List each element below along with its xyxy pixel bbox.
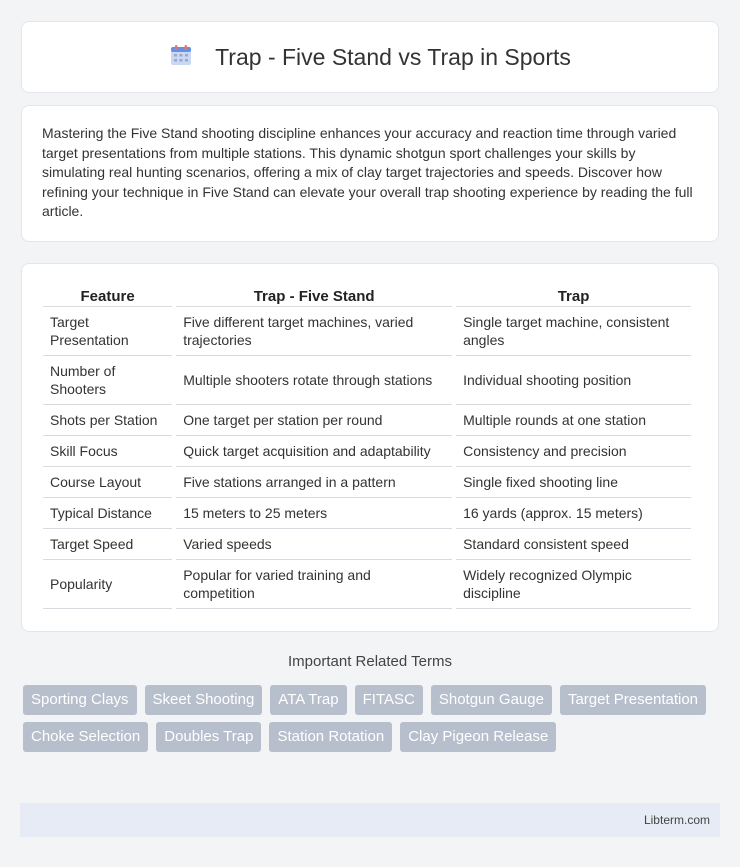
tag-clay-pigeon-release[interactable]: Clay Pigeon Release [400, 722, 556, 752]
tag-fitasc[interactable]: FITASC [355, 685, 423, 715]
table-cell-five-stand: Multiple shooters rotate through stations [176, 356, 452, 405]
table-row [43, 307, 691, 356]
comparison-card [21, 263, 719, 632]
table-cell-trap: Single fixed shooting line [456, 467, 691, 498]
table-row [43, 405, 691, 436]
tag-doubles-trap[interactable]: Doubles Trap [156, 722, 261, 752]
table-cell-five-stand: Quick target acquisition and adaptability [176, 436, 452, 467]
table-cell-five-stand: Popular for varied training and competition [176, 560, 452, 609]
related-terms-list [23, 685, 723, 752]
calendar-icon [169, 43, 193, 72]
table-cell-five-stand: Five stations arranged in a pattern [176, 467, 452, 498]
table-cell-feature: Typical Distance [43, 498, 172, 529]
table-cell-feature: Target Speed [43, 529, 172, 560]
tag-target-presentation[interactable]: Target Presentation [560, 685, 706, 715]
table-cell-trap: Single target machine, consistent angles [456, 307, 691, 356]
comparison-table [39, 284, 695, 609]
header-five-stand: Trap - Five Stand [176, 284, 452, 307]
header-card [21, 21, 719, 93]
table-cell-trap: Standard consistent speed [456, 529, 691, 560]
table-row [43, 436, 691, 467]
table-cell-trap: Widely recognized Olympic discipline [456, 560, 691, 609]
intro-paragraph: Mastering the Five Stand shooting discipline enhances your accuracy and reaction time through varied target presentations from multiple stations. This dynamic shotgun sport challenges your skills by simulating real hunting scenarios, offering a mix of clay target trajectories and speeds. Discover how refining your technique in Five Stand can elevate your overall trap shooting experience by reading the full article. [42, 125, 693, 220]
page-title: Trap - Five Stand vs Trap in Sports [215, 43, 571, 70]
table-row [43, 467, 691, 498]
tag-station-rotation[interactable]: Station Rotation [269, 722, 392, 752]
table-cell-feature: Target Presentation [43, 307, 172, 356]
table-row [43, 498, 691, 529]
table-row [43, 529, 691, 560]
table-cell-feature: Popularity [43, 560, 172, 609]
tag-skeet-shooting[interactable]: Skeet Shooting [145, 685, 263, 715]
tag-sporting-clays[interactable]: Sporting Clays [23, 685, 137, 715]
table-cell-trap: Consistency and precision [456, 436, 691, 467]
footer [20, 803, 720, 837]
intro-card [21, 105, 719, 242]
table-cell-feature: Course Layout [43, 467, 172, 498]
tag-ata-trap[interactable]: ATA Trap [270, 685, 346, 715]
related-terms-title: Important Related Terms [288, 653, 452, 670]
table-cell-five-stand: Varied speeds [176, 529, 452, 560]
header-trap: Trap [456, 284, 691, 307]
table-cell-feature: Skill Focus [43, 436, 172, 467]
table-cell-trap: 16 yards (approx. 15 meters) [456, 498, 691, 529]
table-cell-trap: Individual shooting position [456, 356, 691, 405]
tag-choke-selection[interactable]: Choke Selection [23, 722, 148, 752]
table-cell-feature: Number of Shooters [43, 356, 172, 405]
header [169, 43, 571, 72]
table-row [43, 356, 691, 405]
tag-shotgun-gauge[interactable]: Shotgun Gauge [431, 685, 552, 715]
table-cell-feature: Shots per Station [43, 405, 172, 436]
table-cell-five-stand: One target per station per round [176, 405, 452, 436]
table-row [43, 560, 691, 609]
table-cell-five-stand: 15 meters to 25 meters [176, 498, 452, 529]
footer-site-link[interactable]: Libterm.com [643, 813, 710, 827]
header-feature: Feature [43, 284, 172, 307]
table-cell-trap: Multiple rounds at one station [456, 405, 691, 436]
table-cell-five-stand: Five different target machines, varied trajectories [176, 307, 452, 356]
table-header-row [43, 284, 691, 307]
